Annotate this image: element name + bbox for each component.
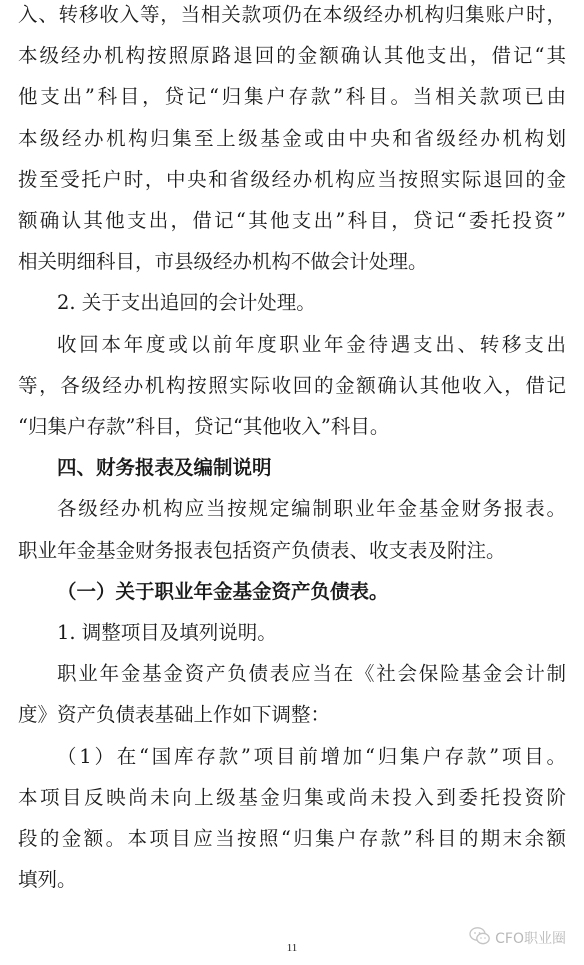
text-line: 拨至受托户时，中央和省级经办机构应当按照实际退回的金 bbox=[18, 167, 566, 191]
text-line: 入、转移收入等，当相关款项仍在本级经办机构归集账户时， bbox=[18, 3, 566, 26]
text-line: 相关明细科目，市县级经办机构不做会计处理。 bbox=[18, 250, 428, 274]
text-line: 他支出”科目，贷记“归集户存款”科目。当相关款项已由 bbox=[18, 85, 566, 109]
text-line: 2. 关于支出追回的会计处理。 bbox=[57, 291, 316, 315]
text-line: 等，各级经办机构按照实际收回的金额确认其他收入，借记 bbox=[18, 373, 566, 397]
text-line: “归集户存款”科目，贷记“其他收入”科目。 bbox=[18, 415, 390, 438]
text-line: 本级经办机构按照原路退回的金额确认其他支出，借记“其 bbox=[18, 44, 566, 68]
page-number: 11 bbox=[286, 942, 298, 954]
text-line: 额确认其他支出，借记“其他支出”科目，贷记“委托投资” bbox=[18, 209, 566, 232]
text-line: 职业年金基金财务报表包括资产负债表、收支表及附注。 bbox=[18, 538, 506, 562]
text-line: 1. 调整项目及填列说明。 bbox=[57, 621, 277, 644]
text-line: 职业年金基金资产负债表应当在《社会保险基金会计制 bbox=[57, 662, 566, 686]
text-line: 收回本年度或以前年度职业年金待遇支出、转移支出 bbox=[57, 332, 566, 356]
text-line: （一）关于职业年金基金资产负债表。 bbox=[57, 579, 389, 603]
wechat-icon bbox=[469, 926, 491, 950]
watermark bbox=[469, 926, 566, 950]
text-line: 本级经办机构归集至上级基金或由中央和省级经办机构划 bbox=[18, 126, 566, 150]
text-line: 段的金额。本项目应当按照“归集户存款”科目的期末余额 bbox=[18, 827, 566, 850]
text-line: （1）在“国库存款”项目前增加“归集户存款”项目。 bbox=[57, 744, 566, 768]
text-line: 填列。 bbox=[18, 868, 77, 892]
text-line: 度》资产负债表基础上作如下调整： bbox=[18, 703, 331, 727]
text-line: 各级经办机构应当按规定编制职业年金基金财务报表。 bbox=[57, 497, 566, 521]
text-line: 本项目反映尚未向上级基金归集或尚未投入到委托投资阶 bbox=[18, 785, 566, 809]
watermark-text: CFO职业圈 bbox=[495, 931, 566, 947]
text-line: 四、财务报表及编制说明 bbox=[57, 456, 272, 480]
